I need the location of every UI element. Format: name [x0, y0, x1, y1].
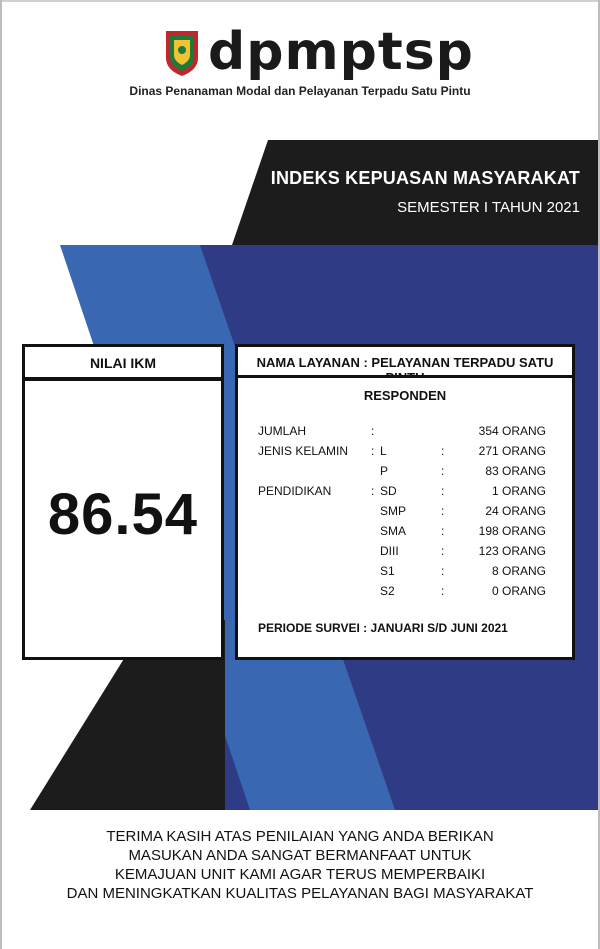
survey-period: PERIODE SURVEI : JANUARI S/D JUNI 2021	[258, 621, 508, 635]
row-sub: SD	[380, 484, 397, 498]
row-separator-2: :	[441, 564, 445, 578]
row-separator-2: :	[441, 524, 445, 538]
header-subtitle: SEMESTER I TAHUN 2021	[397, 199, 580, 216]
row-value: 123 ORANG	[478, 544, 546, 558]
respondent-row	[258, 504, 558, 522]
footer-line: TERIMA KASIH ATAS PENILAIAN YANG ANDA BERIKAN	[106, 828, 494, 845]
row-separator: :	[371, 424, 375, 438]
respondent-row	[258, 484, 558, 502]
row-separator: :	[371, 484, 375, 498]
row-value: 24 ORANG	[485, 504, 546, 518]
footer-line: DAN MENINGKATKAN KUALITAS PELAYANAN BAGI MASYARAKAT	[66, 885, 534, 902]
row-separator: :	[371, 444, 375, 458]
ikm-value-box	[22, 378, 224, 660]
row-sub: SMP	[380, 504, 407, 518]
row-label: PENDIDIKAN	[258, 484, 332, 498]
logo	[160, 22, 474, 83]
respondent-row	[258, 584, 558, 602]
row-separator-2: :	[441, 484, 445, 498]
row-value: 271 ORANG	[478, 444, 546, 458]
agency-name: Dinas Penanaman Modal dan Pelayanan Terpadu Satu Pintu	[129, 84, 471, 98]
footer-line: MASUKAN ANDA SANGAT BERMANFAAT UNTUK	[128, 847, 472, 864]
row-separator-2: :	[441, 464, 445, 478]
row-sub: SMA	[380, 524, 407, 538]
respondent-row	[258, 464, 558, 482]
row-sub: L	[380, 444, 387, 458]
footer-line: KEMAJUAN UNIT KAMI AGAR TERUS MEMPERBAIKI	[114, 866, 486, 883]
respondents-title: RESPONDEN	[363, 388, 447, 403]
thank-you-message	[0, 827, 600, 903]
header-black-band	[232, 140, 598, 245]
row-separator-2: :	[441, 504, 445, 518]
row-value: 0 ORANG	[491, 584, 546, 598]
ikm-label: NILAI IKM	[89, 355, 157, 371]
row-sub: P	[380, 464, 389, 478]
row-label: JENIS KELAMIN	[258, 444, 349, 458]
row-sub: DIII	[380, 544, 399, 558]
row-value: 8 ORANG	[491, 564, 546, 578]
row-separator-2: :	[441, 544, 445, 558]
respondent-row	[258, 544, 558, 562]
ikm-label-box	[22, 344, 224, 380]
row-value: 198 ORANG	[478, 524, 546, 538]
respondent-row	[258, 444, 558, 462]
respondent-row	[258, 564, 558, 582]
row-value: 354 ORANG	[478, 424, 546, 438]
respondents-box	[235, 375, 575, 660]
ikm-value: 86.54	[47, 482, 199, 547]
row-sub: S1	[380, 564, 395, 578]
row-value: 83 ORANG	[485, 464, 546, 478]
service-label: NAMA LAYANAN : PELAYANAN TERPADU SATU	[256, 355, 554, 370]
regional-emblem-icon	[162, 28, 202, 78]
row-label: JUMLAH	[258, 424, 307, 438]
header-title: INDEKS KEPUASAN MASYARAKAT	[270, 168, 580, 188]
row-separator-2: :	[441, 584, 445, 598]
respondent-row	[258, 524, 558, 542]
brand-name: dpmptsp	[208, 22, 474, 82]
respondent-row	[258, 424, 558, 442]
row-value: 1 ORANG	[491, 484, 546, 498]
row-sub: S2	[380, 584, 395, 598]
row-separator-2: :	[441, 444, 445, 458]
